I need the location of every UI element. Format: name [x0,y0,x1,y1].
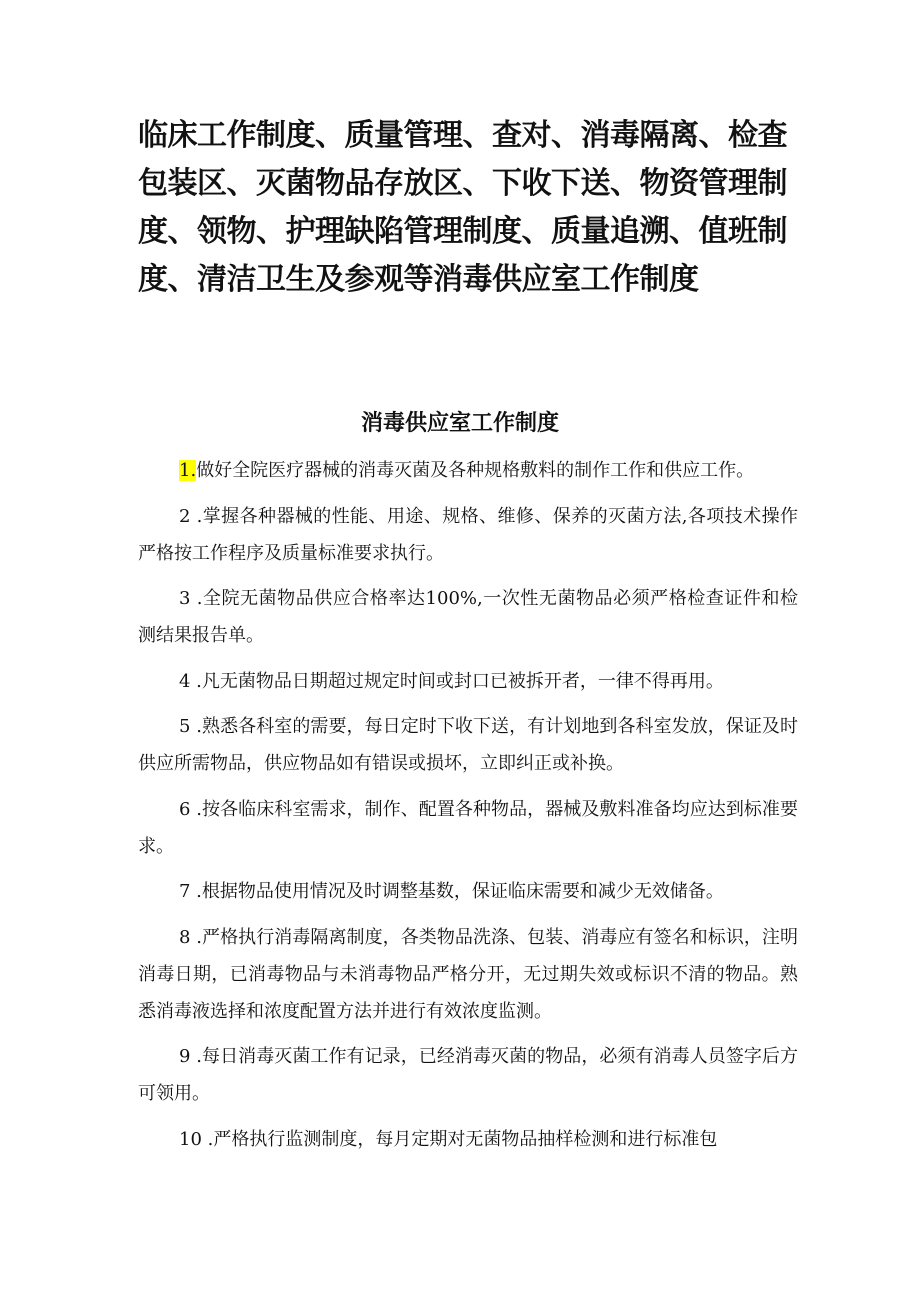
clause-text: 每日消毒灭菌工作有记录，已经消毒灭菌的物品，必须有消毒人员签字后方可领用。 [138,1046,798,1104]
clause-text: 按各临床科室需求，制作、配置各种物品，器械及敷料准备均应达到标准要求。 [138,798,798,857]
clause-item [138,1121,798,1158]
clause-number: 5 . [179,716,202,737]
clause-number: 1. [179,460,197,481]
clause-text: 做好全院医疗器械的消毒灭菌及各种规格敷料的制作工作和供应工作。 [196,460,755,481]
clause-list [138,452,798,1166]
clause-number: 3 . [179,588,203,609]
clause-item [138,580,798,654]
clause-text: 掌握各种器械的性能、用途、规格、维修、保养的灭菌方法,各项技术操作严格按工作程序及质量标准要求执行。 [138,505,798,564]
clause-item [138,919,798,1030]
clause-item [138,708,798,782]
clause-text: 全院无菌物品供应合格率达100%,一次性无菌物品必须严格检查证件和检测结果报告单。 [138,588,798,646]
document-title: 临床工作制度、质量管理、查对、消毒隔离、检查包装区、灭菌物品存放区、下收下送、物资管理制度、领物、护理缺陷管理制度、质量追溯、值班制度、清洁卫生及参观等消毒供应室工作制度 [138,118,787,297]
clause-number: 9 . [179,1046,202,1067]
clause-item [138,452,798,489]
clause-number: 10 . [179,1128,214,1150]
clause-item [138,663,798,700]
clause-text: 严格执行消毒隔离制度，各类物品洗涤、包装、消毒应有签名和标识，注明消毒日期，已消毒物品与未消毒物品严格分开，无过期失效或标识不清的物品。熟悉消毒液选择和浓度配置方法并进行有效浓度监测。 [138,926,798,1022]
clause-item [138,873,798,910]
clause-item [138,498,798,572]
clause-number: 8 . [179,926,202,948]
clause-number: 2 . [179,505,203,527]
clause-item [138,1038,798,1112]
clause-number: 6 . [179,798,202,820]
clause-number: 7 . [179,881,202,902]
clause-number: 4 . [179,670,202,692]
clause-text: 严格执行监测制度，每月定期对无菌物品抽样检测和进行标准包 [213,1128,718,1150]
section-title: 消毒供应室工作制度 [360,411,559,436]
clause-item [138,791,798,865]
clause-text: 根据物品使用情况及时调整基数，保证临床需要和减少无效储备。 [201,881,724,902]
clause-text: 凡无菌物品日期超过规定时间或封口已被拆开者，一律不得再用。 [201,670,724,692]
clause-text: 熟悉各科室的需要，每日定时下收下送，有计划地到各科室发放，保证及时供应所需物品，供应物品如有错误或损坏，立即纠正或补换。 [138,716,798,774]
